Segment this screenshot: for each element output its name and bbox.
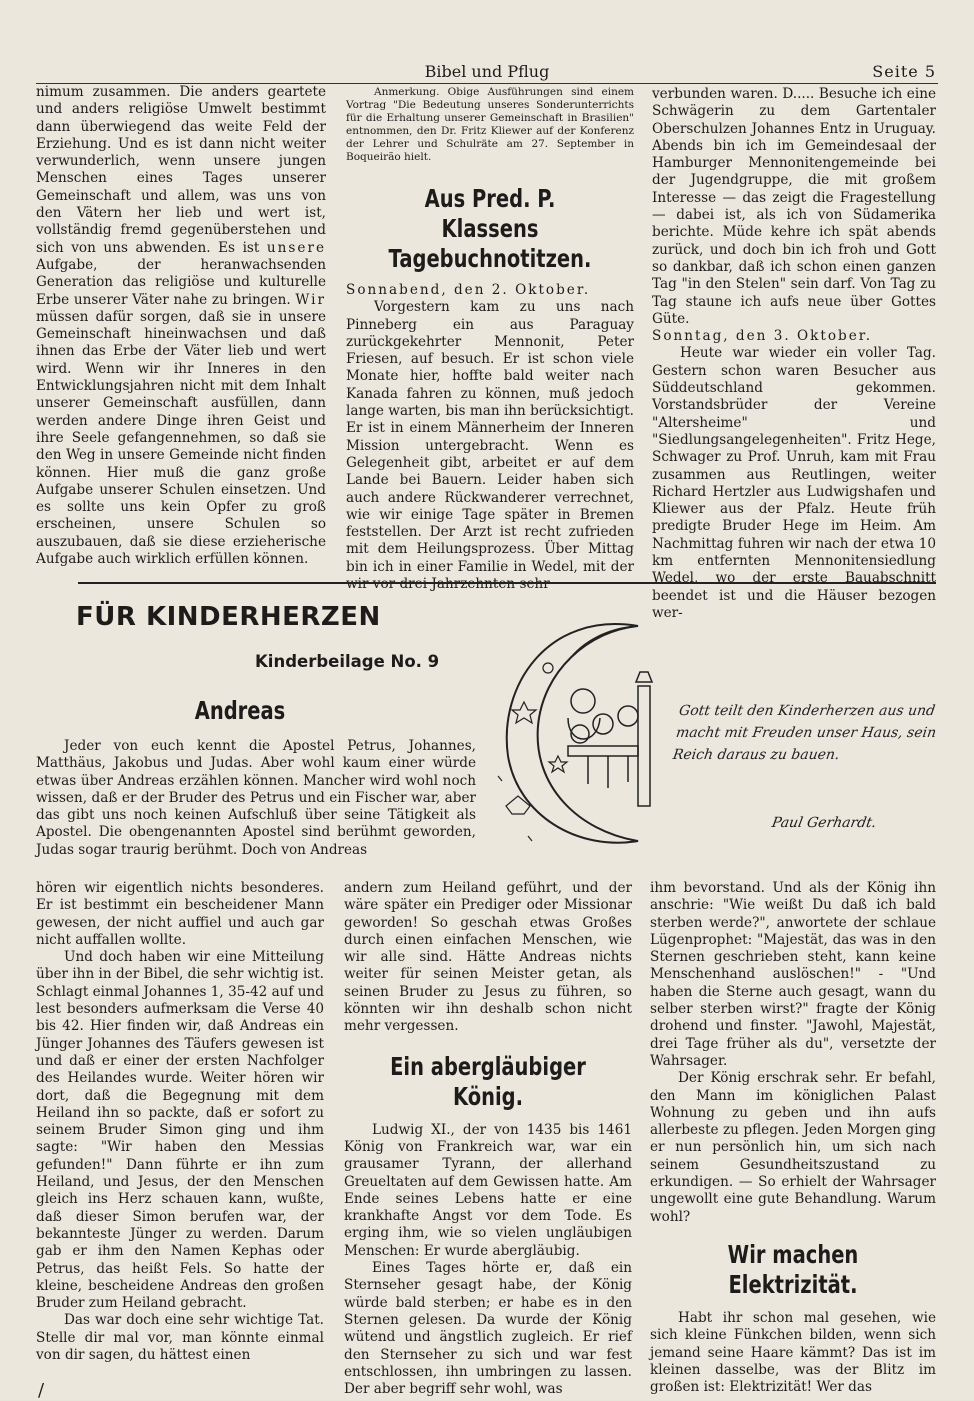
koenig-text-1: Ludwig XI., der von 1435 bis 1461 König von Frankreich war, war ein grausamer Tyrann, der allerhand Greueltaten auf dem Gewissen hatte. Am Ende seines Lebens hatte er eine krankhafte Angst vor dem Tode. Es erging ihm, wie so vielen ungläubigen Menschen: Er wurde abergläubig.	[344, 1121, 632, 1259]
bottom-column-3	[650, 880, 936, 1396]
diary-heading: Aus Pred. P. Klassens Tagebuchnotitzen.	[388, 184, 592, 273]
top-column-2	[346, 86, 634, 593]
koenig-text-2: Eines Tages hörte er, daß ein Sternseher gesagt habe, der König würde bald sterben; er habe es in den Sternen gelesen. Da wurde der König wütend und ängstlich zugleich. Er rief den Sternseher zu sich und war fest entschlossen, ihn umbringen zu lassen. Der aber begriff sehr wohl, was	[344, 1260, 632, 1398]
children-moon-illustration	[488, 606, 668, 858]
top-column-3	[652, 86, 936, 621]
col1-text-b: Aufgabe, der heranwachsenden Generation das religiöse und kulturelle Erbe unserer Väter nahe zu bringen.	[36, 256, 326, 308]
bottom-column-2	[344, 880, 632, 1398]
andreas-heading: Andreas	[194, 696, 286, 725]
diary-text-2: verbunden waren. D..... Besuche ich eine Schwägerin zu dem Gartentaler Oberschulzen Johannes Entz in Uruguay. Abends bin ich im Gemeindesaal der Hamburger Mennonitengemeinde bei der Jugendgruppe, die mit großem Interesse — das zeigt die Fragestellung — dabei ist, als ich von Südamerika berichte. Müde kehre ich spät abends zurück, und doch bin ich froh und Gott so dankbar, daß ich schon einen ganzen Tag "in den Stelen" sein darf. Von Tag zu Tag staune ich aufs neue über Gottes Güte.	[652, 86, 936, 327]
col1-text-c: müssen dafür sorgen, daß sie in unsere Gemeinschaft hineinwachsen und daß ihnen das Erbe der Väter lieb und wert wird. Wenn wir ihr Inneres in den Entwicklungsjahren nicht mit dem Inhalt unserer Gemeinschaft ausfüllen, dann werden andere Dinge ihren Geist und ihre Seele gefangennehmen, so daß sie den Weg in unsere Gemeinde nicht finden können. Hier muß die ganz große Aufgabe unserer Schulen einsetzen. Und es sollte uns kein Opfer zu groß erscheinen, unsere Schulen so auszubauen, daß sie diese erzieherische Aufgabe auch wirklich erfüllen können.	[36, 308, 326, 568]
header-title: Bibel und Pflug	[424, 62, 550, 81]
andreas-text-3: Das war doch eine sehr wichtige Tat. Stelle dir mal vor, man könnte einmal von dir sagen, du hättest einen	[36, 1312, 324, 1364]
andreas-intro-text: Jeder von euch kennt die Apostel Petrus, Johannes, Matthäus, Jakobus und Judas. Aber wohl kaum einer würde etwas über Andreas erzählen können. Mancher wird wohl noch wissen, daß er der Bruder des Petrus und ein Fischer war, aber das gibt uns noch keinen Aufschluß über seine Tätigkeit als Apostel. Die obengenannten Apostel sind berühmt geworden, Judas sogar traurig berühmt. Doch von Andreas	[36, 738, 476, 858]
section-title: FÜR KINDERHERZEN	[76, 602, 381, 632]
page-mark: /	[38, 1380, 45, 1401]
col1-text: nimum zusammen. Die anders geartete und anders religiöse Umwelt bestimmt dann überwiegend das weite Feld der Erziehung. Und es ist dann nicht weiter verwunderlich, wenn unsere jungen Menschen eines Tages unserer Gemeinschaft und allem, was uns von den Vätern her lieb und wert ist, vollständig fremd gegenüberstehen und sich von uns abwenden. Es ist	[36, 84, 326, 256]
section-rule	[78, 582, 936, 584]
andreas-text-2: Und doch haben wir eine Mitteilung über ihn in der Bibel, die sehr wichtig ist. Schlagt einmal Johannes 1, 35-42 auf und lest besonders aufmerksam die Verse 40 bis 42. Hier finden wir, daß Andreas ein Jünger Johannes des Täufers gewesen ist und daß er einer der ersten Nachfolger des Heilandes wurde. Weiter hören wir dort, daß die Begegnung mit dem Heiland ihn so packte, daß er sofort zu seinem Bruder Simon ging und ihm sagte: "Wir haben den Messias gefunden!" Dann führte er ihn zum Heiland, und Jesus, der den Menschen gleich ins Herz schauen kann, wußte, daß dieser Simon berufen war, der bekannteste Jünger zu werden. Darum gab er ihm den Namen Kephas oder Petrus, das heißt Fels. So hatte der kleine, bescheidene Andreas den großen Bruder zum Heiland gebracht.	[36, 949, 324, 1312]
hymn-verse: Gott teilt den Kinderherzen aus und macht mit Freuden unser Haus, sein Reich daraus zu bauen.	[671, 703, 938, 763]
diary-date-2: Sonntag, den 3. Oktober.	[652, 328, 873, 345]
koenig-text-3: ihm bevorstand. Und als der König ihn anschrie: "Wie weißt Du daß ich bald sterben werde?", anwortete der schlaue Lügenprophet: "Majestät, das was in den Sternen geschrieben steht, kann keine Menschenhand auslöschen!" - "Und haben die Sterne auch gesagt, wann du selber sterben wirst?" fragte der König drohend und finster. "Jawohl, Majestät, drei Tage früher als du", versetzte der Wahrsager.	[650, 880, 936, 1069]
diary-date-1: Sonnabend, den 2. Oktober.	[346, 282, 591, 298]
note-text: Anmerkung. Obige Ausführungen sind einem Vortrag "Die Bedeutung unseres Sonderunterrichts für die Erhaltung unserer Gemeinschaft in Brasilien" entnommen, den Dr. Fritz Kliewer auf der Konferenz der Lehrer und Schulräte am 27. September in Boqueirão hielt.	[346, 86, 634, 163]
koenig-text-4: Der König erschrak sehr. Er befahl, den Mann im königlichen Palast Wohnung zu geben und ihn aufs allerbeste zu pflegen. Jeden Morgen ging er nun persönlich hin, um sich nach seinem Gesundheitszustand zu erkundigen. — So erhielt der Wahrsager ungewollt eine gute Behandlung. Warum wohl?	[650, 1070, 936, 1225]
page-header	[0, 62, 974, 84]
diary-text-1: Vorgestern kam zu uns nach Pinneberg ein aus Paraguay zurückgekehrter Mennonit, Peter Friesen, auf besuch. Er ist schon viele Monate hier, hoffte bald weiter nach Kanada fahren zu können, muß jedoch lange warten, bis man ihn berücksichtigt. Er ist in einem Männerheim der Inneren Mission untergebracht. Wenn es Gelegenheit gibt, arbeitet er auf dem Lande bei Bauern. Leider haben sich auch andere Rückwanderer verrechnet, wie wir einige Tage später in Bremen feststellen. Der Arzt ist recht zufrieden mit dem Heilungsprozess. Über Mittag bin ich in einer Familie in Wedel, mit der wir vor drei Jahrzehnten sehr	[346, 299, 634, 593]
elektro-text: Habt ihr schon mal gesehen, wie sich kleine Fünkchen bilden, wenn sich jemand seine Haare kämmt? Das ist im kleinen dasselbe, was der Blitz im großen ist: Elektrizität! Wer das	[650, 1309, 936, 1396]
koenig-heading: Ein abergläubiger König.	[390, 1051, 586, 1111]
andreas-intro	[36, 738, 476, 880]
section-subtitle: Kinderbeilage No. 9	[255, 652, 440, 671]
elektro-heading: Wir machen Elektrizität.	[727, 1239, 859, 1299]
hymn-signature: Paul Gerhardt.	[770, 815, 878, 831]
col1-spaced: unsere	[266, 239, 326, 256]
diary-text-3: Heute war wieder ein voller Tag. Gestern schon waren Besucher aus Süddeutschland gekommen. Vorstandsbrüder der Vereine "Altersheime" und "Siedlungsangelegenheiten". Fritz Hege, Schwager zu Prof. Unruh, kam mit Frau zusammen aus Reutlingen, weiter Richard Hertzler aus Ludwigshafen und Kliewer aus der Pfalz. Heute früh predigte Bruder Hege im Heim. Am Nachmittag fuhren wir nach der etwa 10 km entfernten Mennonitensiedlung Wedel, wo der erste Bauabschnitt beendet ist und die Häuser bezogen wer-	[652, 345, 936, 621]
col1-spaced-2: Wir	[295, 291, 326, 308]
page-number: Seite 5	[872, 62, 936, 81]
bottom-column-1	[36, 880, 324, 1370]
andreas-text-1: hören wir eigentlich nichts besonderes. Er ist bestimmt ein bescheidener Mann gewesen, der nicht auffiel und auch gar nicht auffallen wollte.	[36, 880, 324, 948]
andreas-text-4: andern zum Heiland geführt, und der wäre später ein Prediger oder Missionar geworden! So geschah etwas Großes durch einen einfachen Menschen, wie wir alle sind. Hätte Andreas nichts weiter für seinen Meister getan, als seinen Bruder zu Jesus zu führen, so könnten wir ihn deshalb schon nicht mehr vergessen.	[344, 880, 632, 1035]
top-column-1	[36, 84, 326, 572]
